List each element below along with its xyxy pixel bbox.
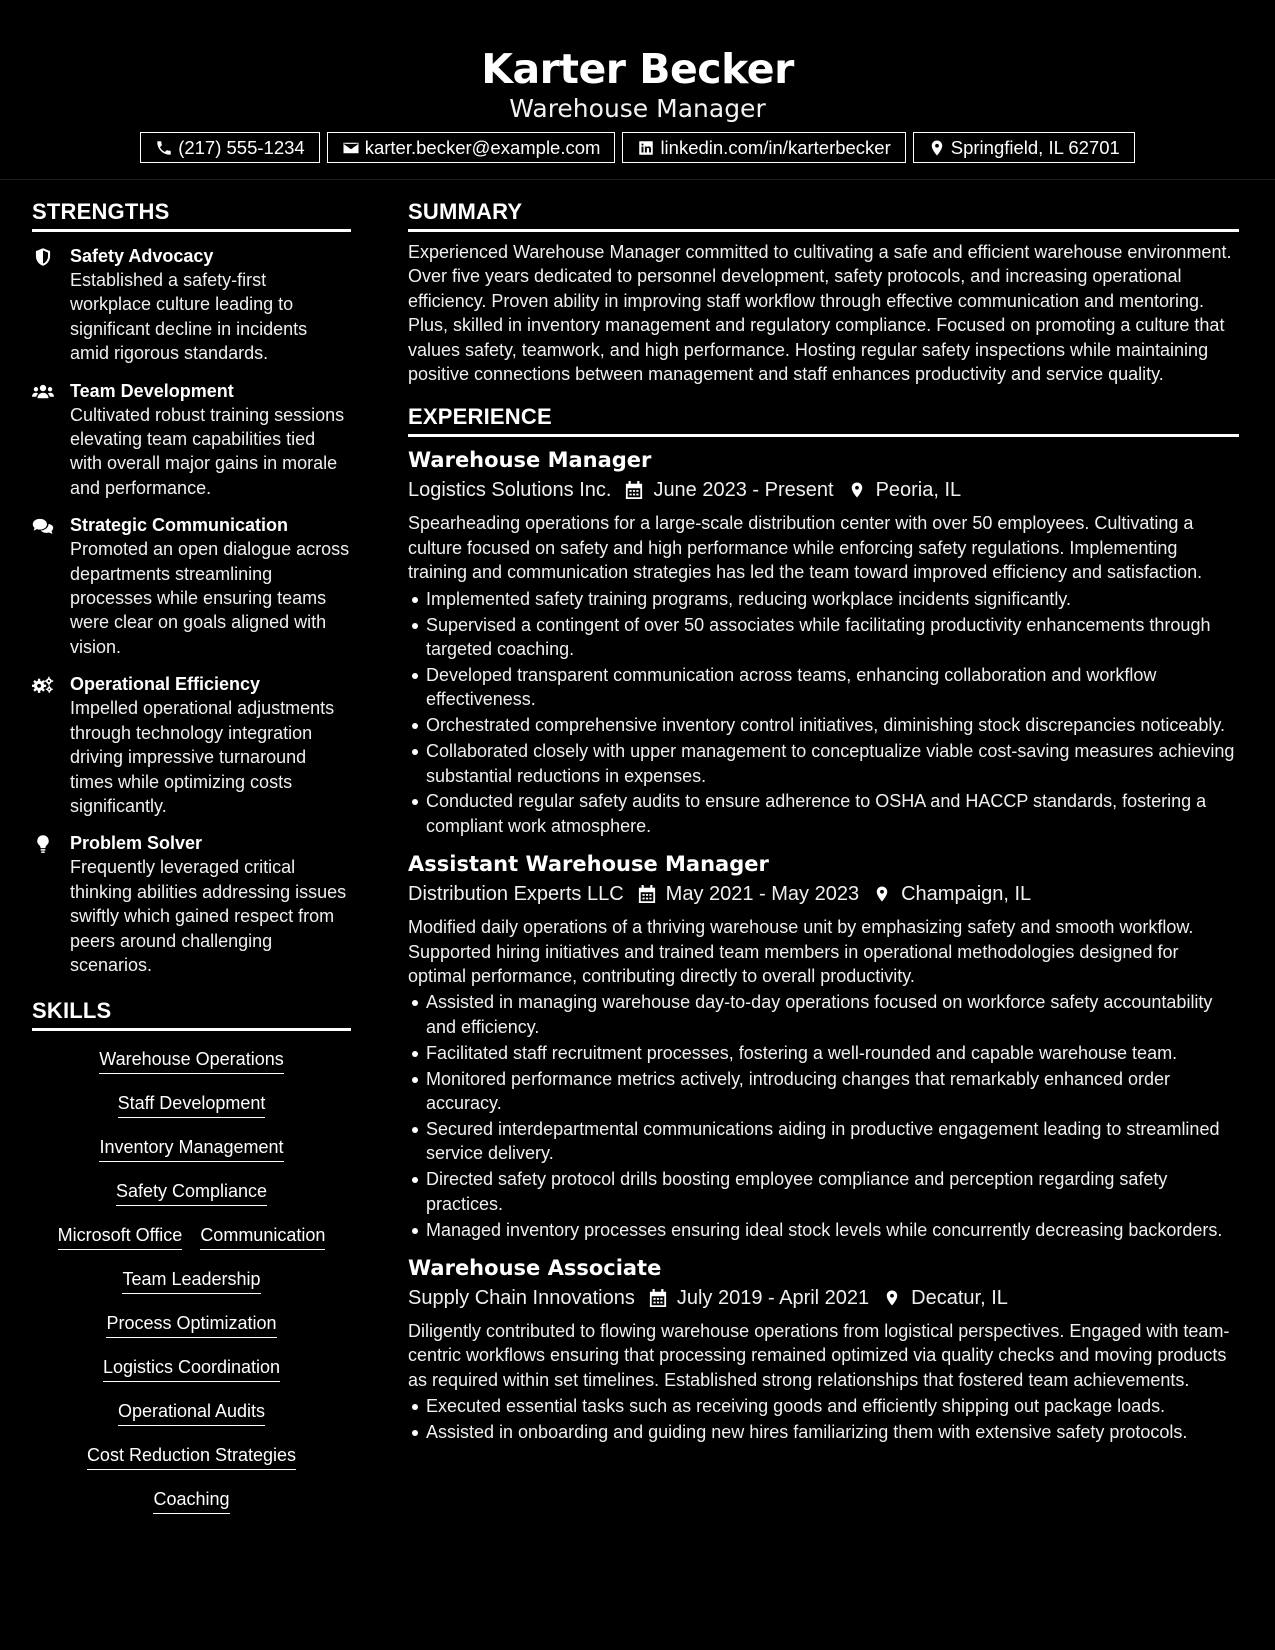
job-dates: May 2021 - May 2023 [665,883,860,906]
job-title: Warehouse Manager [408,448,652,473]
calendar-icon [625,480,643,500]
map-marker-icon [883,1288,901,1308]
strength-title: Team Development [70,380,234,401]
skill-tag: Logistics Coordination [103,1355,280,1382]
strength-title: Operational Efficiency [70,674,261,695]
experience-heading: EXPERIENCE [408,400,1239,437]
right-column [408,195,1239,1446]
job-description: Spearheading operations for a large-scale distribution center with over 50 employees. Cultivating a culture focused on safety and high performance while enforcing safety regulations. Implementing training and communication strategies has led the team toward improved efficiency and satisfaction. [408,513,1203,583]
job-location: Peoria, IL [875,479,962,502]
bullet-item: Implemented safety training programs, reducing workplace incidents significantly. [408,587,1239,611]
job-title: Warehouse Associate [408,1256,662,1280]
shield-icon [32,247,54,267]
job-company: Logistics Solutions Inc. [408,479,612,502]
users-icon [32,382,54,402]
skill-tag: Cost Reduction Strategies [87,1443,296,1470]
bullet-item: Developed transparent communication across teams, enhancing collaboration and workflow effectiveness. [408,663,1239,712]
phone-icon [155,139,173,157]
contact-location[interactable] [913,132,1135,163]
resume-header [0,0,1275,180]
skill-tag: Operational Audits [118,1399,265,1426]
skills-heading: SKILLS [32,994,351,1031]
calendar-icon [638,884,656,904]
strength-desc: Cultivated robust training sessions elevating team capabilities tied with overall major gains in morale and performance. [70,404,345,498]
skill-tag: Communication [200,1223,325,1250]
job-company: Distribution Experts LLC [408,883,624,906]
strength-item [32,513,351,659]
job-bullets [408,990,1239,1242]
strengths-heading: STRENGTHS [32,195,351,232]
job-description: Modified daily operations of a thriving warehouse unit by emphasizing safety and smooth workflow. Supported hiring initiatives and trained team members in operational methodologies designed for optimal performance, contributing directly to overall productivity. [408,917,1194,987]
strength-title: Strategic Communication [70,515,289,536]
gears-icon [32,675,54,695]
lightbulb-icon [32,834,54,854]
job-entry [408,849,1239,1242]
contact-email-text: karter.becker@example.com [364,136,601,158]
strength-desc: Established a safety-first workplace culture leading to significant decline in incidents amid rigorous standards. [70,270,308,364]
strength-desc: Frequently leveraged critical thinking abilities addressing issues swiftly which gained respect from peers around challenging scenarios. [70,857,347,975]
bullet-item: Monitored performance metrics actively, introducing changes that remarkably enhanced order accuracy. [408,1067,1239,1116]
skill-tag: Staff Development [118,1091,266,1118]
bullet-item: Orchestrated comprehensive inventory control initiatives, diminishing stock discrepancies noticeably. [408,713,1239,737]
bullet-item: Assisted in managing warehouse day-to-day operations focused on workforce safety accountability and efficiency. [408,990,1239,1039]
strength-item [32,672,351,818]
bullet-item: Assisted in onboarding and guiding new hires familiarizing them with extensive safety protocols. [408,1420,1239,1444]
bullet-item: Secured interdepartmental communications aiding in productive engagement leading to streamlined service delivery. [408,1117,1239,1166]
job-meta [408,879,1239,909]
strength-title: Safety Advocacy [70,246,214,266]
skill-tag: Warehouse Operations [99,1047,283,1074]
strength-item [32,244,351,366]
skill-tag: Safety Compliance [116,1179,267,1206]
contact-phone[interactable] [140,132,320,163]
job-company: Supply Chain Innovations [408,1287,635,1309]
job-meta [408,475,1239,505]
bullet-item: Supervised a contingent of over 50 associates while facilitating productivity enhancements through targeted coaching. [408,613,1239,662]
strength-desc: Promoted an open dialogue across departments streamlining processes while ensuring teams were clear on goals aligned with vision. [70,539,350,657]
candidate-name: Karter Becker [481,45,794,93]
strength-title: Problem Solver [70,833,203,854]
bullet-item: Executed essential tasks such as receiving goods and efficiently shipping out package loads. [408,1394,1239,1418]
strength-item [32,831,351,977]
contact-phone-text: (217) 555-1234 [178,136,305,158]
job-bullets [408,587,1239,839]
candidate-title: Warehouse Manager [509,94,766,123]
contact-linkedin-text: linkedin.com/in/karterbecker [660,136,891,158]
contact-location-text: Springfield, IL 62701 [950,136,1120,158]
skills-list [32,1031,351,1531]
strengths-list [32,244,351,977]
job-entry [408,445,1239,838]
job-entry [408,1253,1239,1445]
skill-tag: Inventory Management [99,1135,283,1162]
bullet-item: Directed safety protocol drills boosting employee compliance and perception regarding safety practices. [408,1167,1239,1216]
map-marker-icon [873,884,891,904]
job-bullets [408,1394,1239,1444]
skill-tag: Team Leadership [122,1267,260,1294]
bullet-item: Conducted regular safety audits to ensure adherence to OSHA and HACCP standards, fostering a compliant work atmosphere. [408,789,1239,838]
bullet-item: Managed inventory processes ensuring ideal stock levels while concurrently decreasing backorders. [408,1218,1239,1242]
job-dates: July 2019 - April 2021 [676,1287,870,1309]
calendar-icon [649,1288,667,1308]
contact-bar [0,132,1275,163]
linkedin-icon [637,139,655,157]
contact-linkedin[interactable] [622,132,905,163]
skill-tag: Microsoft Office [58,1223,183,1250]
job-location: Decatur, IL [911,1287,1008,1309]
summary-text: Experienced Warehouse Manager committed to cultivating a safe and efficient warehouse environment. Over five years dedicated to personnel development, safety protocols, and increasing operational efficiency. Proven ability in improving staff workflow through effective communication and mentoring. Plus, skilled in inventory management and regulatory compliance. Focused on promoting a culture that values safety, teamwork, and high performance. Hosting regular safety inspections while maintaining positive connections between management and staff enhances productivity and service quality. [408,242,1232,385]
job-location: Champaign, IL [901,883,1032,906]
strength-item [32,379,351,501]
job-meta [408,1283,1239,1313]
left-column [32,195,351,1531]
envelope-icon [342,139,360,157]
bullet-item: Facilitated staff recruitment processes, fostering a well-rounded and capable warehouse team. [408,1041,1239,1065]
strength-desc: Impelled operational adjustments through technology integration driving impressive turnaround times while optimizing costs significantly. [70,698,335,816]
map-marker-icon [928,139,946,157]
map-marker-icon [848,480,866,500]
skill-tag: Coaching [153,1487,229,1514]
job-title: Assistant Warehouse Manager [408,852,769,877]
bullet-item: Collaborated closely with upper management to conceptualize viable cost-saving measures achieving substantial reductions in expenses. [408,739,1239,788]
job-description: Diligently contributed to flowing warehouse operations from logistical perspectives. Engaged with team-centric workflows ensuring that processing remained optimized via quality checks and moving products as required within set timelines. Established strong relationships that fostered team achievements. [408,1321,1230,1390]
comments-icon [32,516,54,536]
job-dates: June 2023 - Present [653,479,834,502]
summary-heading: SUMMARY [408,195,1239,232]
contact-email[interactable] [327,132,616,163]
skill-tag: Process Optimization [106,1311,276,1338]
